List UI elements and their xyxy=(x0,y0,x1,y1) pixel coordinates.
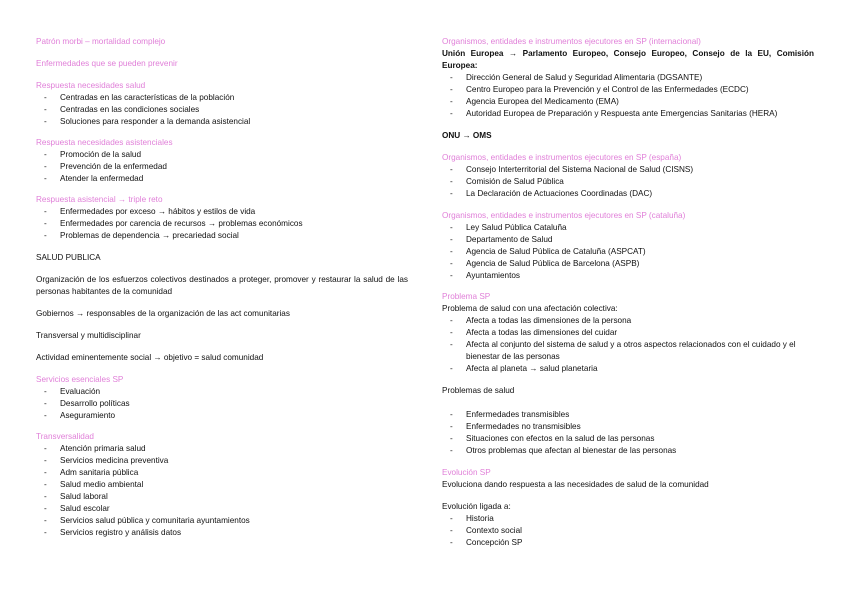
ue-line: Unión Europea → Parlamento Europeo, Consejo Europeo, Consejo de la EU, Comisión Europea: xyxy=(442,49,814,70)
list-item: - Servicios medicina preventiva xyxy=(36,455,408,467)
list-item: - Comisión de Salud Pública xyxy=(442,176,814,188)
list-item: - Autoridad Europea de Preparación y Respuesta ante Emergencias Sanitarias (HERA) xyxy=(442,108,814,120)
list-problemas-salud xyxy=(442,409,814,457)
actividad-text: Actividad eminentemente social → objetivo = salud comunidad xyxy=(36,353,264,362)
list-item: - Aseguramiento xyxy=(36,410,408,422)
evolucion-text: Evoluciona dando respuesta a las necesidades de salud de la comunidad xyxy=(442,480,709,489)
list-item: - Promoción de la salud xyxy=(36,149,408,161)
list-item: - Concepción SP xyxy=(442,537,814,549)
list-item: - Afecta al conjunto del sistema de salud y a otros aspectos relacionados con el cuidado y el bienestar de las personas xyxy=(442,339,814,363)
heading-patron: Patrón morbi – mortalidad complejo xyxy=(36,37,166,46)
list-item: - Soluciones para responder a la demanda asistencial xyxy=(36,116,408,128)
list-item: - Ley Salud Pública Cataluña xyxy=(442,222,814,234)
list-item: - Centro Europeo para la Prevención y el Control de las Enfermedades (ECDC) xyxy=(442,84,814,96)
list-espana xyxy=(442,164,814,200)
heading-espana: Organismos, entidades e instrumentos ejecutores en SP (españa) xyxy=(442,153,682,162)
list-item: - Salud medio ambiental xyxy=(36,479,408,491)
list-item: - Historia xyxy=(442,513,814,525)
salud-publica-title: SALUD PUBLICA xyxy=(36,253,101,262)
heading-cataluna: Organismos, entidades e instrumentos ejecutores en SP (cataluña) xyxy=(442,211,686,220)
list-item: - Consejo Interterritorial del Sistema Nacional de Salud (CISNS) xyxy=(442,164,814,176)
list-item: - Dirección General de Salud y Seguridad Alimentaria (DGSANTE) xyxy=(442,72,814,84)
list-item: - Afecta a todas las dimensiones de la persona xyxy=(442,315,814,327)
list-cataluna xyxy=(442,222,814,282)
list-item: - Centradas en las características de la población xyxy=(36,92,408,104)
list-item: - Adm sanitaria pública xyxy=(36,467,408,479)
list-ue xyxy=(442,72,814,120)
heading-respuesta-salud: Respuesta necesidades salud xyxy=(36,81,146,90)
list-item: - La Declaración de Actuaciones Coordinadas (DAC) xyxy=(442,188,814,200)
list-item: - Atender la enfermedad xyxy=(36,173,408,185)
heading-internacional: Organismos, entidades e instrumentos ejecutores en SP (internacional) xyxy=(442,37,701,46)
list-item: - Enfermedades transmisibles xyxy=(442,409,814,421)
problemas-salud-title: Problemas de salud xyxy=(442,386,515,395)
list-item: - Afecta al planeta → salud planetaria xyxy=(442,363,814,375)
heading-prevenir: Enfermedades que se pueden prevenir xyxy=(36,59,178,68)
list-item: - Enfermedades no transmisibles xyxy=(442,421,814,433)
problema-intro: Problema de salud con una afectación colectiva: xyxy=(442,304,618,313)
list-respuesta-salud xyxy=(36,92,408,128)
list-problema-sp xyxy=(442,315,814,375)
heading-transversalidad: Transversalidad xyxy=(36,432,94,441)
list-item: - Desarrollo políticas xyxy=(36,398,408,410)
salud-publica-definition: Organización de los esfuerzos colectivos destinados a proteger, promover y restaurar la salud de las personas habitantes de la comunidad xyxy=(36,275,408,296)
list-item: - Servicios salud pública y comunitaria ayuntamientos xyxy=(36,515,408,527)
list-item: - Salud escolar xyxy=(36,503,408,515)
list-evolucion xyxy=(442,513,814,549)
list-item: - Prevención de la enfermedad xyxy=(36,161,408,173)
list-item: - Departamento de Salud xyxy=(442,234,814,246)
list-item: - Situaciones con efectos en la salud de las personas xyxy=(442,433,814,445)
list-item: - Atención primaria salud xyxy=(36,443,408,455)
heading-servicios-esenciales: Servicios esenciales SP xyxy=(36,375,124,384)
left-column xyxy=(36,36,408,539)
list-item: - Salud laboral xyxy=(36,491,408,503)
list-item: - Agencia Europea del Medicamento (EMA) xyxy=(442,96,814,108)
heading-problema-sp: Problema SP xyxy=(442,292,491,301)
list-item: - Problemas de dependencia → precariedad social xyxy=(36,230,408,242)
list-item: - Ayuntamientos xyxy=(442,270,814,282)
list-item: - Evaluación xyxy=(36,386,408,398)
list-servicios-esenciales xyxy=(36,386,408,422)
list-item: - Otros problemas que afectan al bienestar de las personas xyxy=(442,445,814,457)
heading-evolucion-sp: Evolución SP xyxy=(442,468,491,477)
transversal-text: Transversal y multidisciplinar xyxy=(36,331,141,340)
evolucion-ligada: Evolución ligada a: xyxy=(442,502,511,511)
list-transversalidad xyxy=(36,443,408,539)
list-item: - Contexto social xyxy=(442,525,814,537)
onu-line: ONU → OMS xyxy=(442,131,492,140)
list-item: - Enfermedades por carencia de recursos → problemas económicos xyxy=(36,218,408,230)
list-respuesta-asistencial xyxy=(36,149,408,185)
list-item: - Agencia de Salud Pública de Cataluña (ASPCAT) xyxy=(442,246,814,258)
right-column xyxy=(442,36,814,549)
list-item: - Servicios registro y análisis datos xyxy=(36,527,408,539)
list-item: - Centradas en las condiciones sociales xyxy=(36,104,408,116)
gobiernos-text: Gobiernos → responsables de la organización de las act comunitarias xyxy=(36,309,290,318)
list-item: - Afecta a todas las dimensiones del cuidar xyxy=(442,327,814,339)
heading-respuesta-asistencial: Respuesta necesidades asistenciales xyxy=(36,138,173,147)
heading-triple-reto: Respuesta asistencial → triple reto xyxy=(36,195,163,204)
list-item: - Agencia de Salud Pública de Barcelona (ASPB) xyxy=(442,258,814,270)
list-triple-reto xyxy=(36,206,408,242)
list-item: - Enfermedades por exceso → hábitos y estilos de vida xyxy=(36,206,408,218)
